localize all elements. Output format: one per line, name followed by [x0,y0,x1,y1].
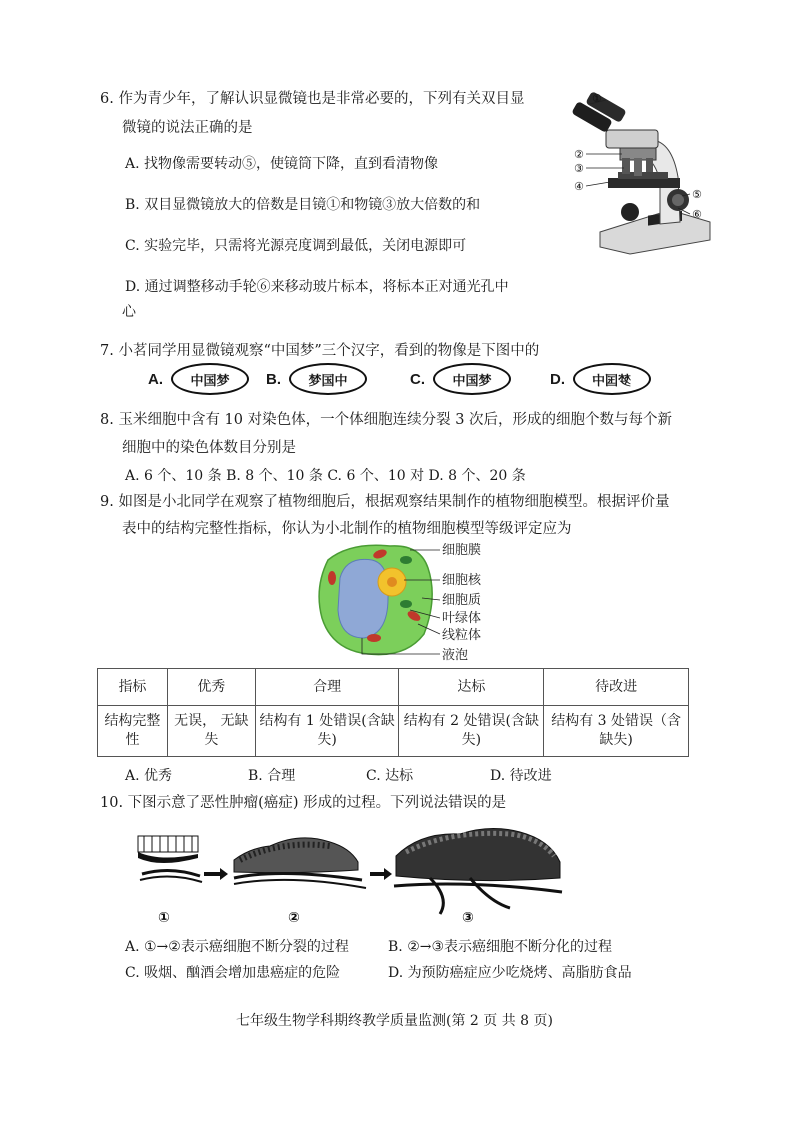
q10-option-d: D. 为预防癌症应少吃烧烤、高脂肪食品 [388,965,632,981]
q10-stem: 10. 下图示意了恶性肿瘤(癌症) 形成的过程。下列说法错误的是 [100,795,507,811]
q9-stem-line1: 9. 如图是小北同学在观察了植物细胞后，根据观察结果制作的植物细胞模型。根据评价量 [100,494,670,510]
q7-option-d [550,363,651,395]
plant-cell-model [310,538,510,666]
q7-stem: 7. 小茗同学用显微镜观察“中国梦”三个汉字，看到的物像是下图中的 [100,343,540,359]
stage-label-1: ① [158,910,170,926]
q8-stem-line2: 细胞中的染色体数目分别是 [122,440,296,456]
q7-option-c-letter: C. [410,370,425,388]
q7-option-d-text: 梦国中 [592,373,632,389]
q8-stem-line1: 8. 玉米细胞中含有 10 对染色体，一个体细胞连续分裂 3 次后，形成的细胞个数与每个新 [100,412,673,428]
q10-option-b: B. ②→③表示癌细胞不断分化的过程 [388,939,613,955]
q10-option-a: A. ①→②表示癌细胞不断分裂的过程 [125,939,349,955]
stage-3-tissue [394,828,562,914]
q7-option-c [410,363,511,395]
q7-option-d-oval [573,363,651,395]
table-header-cell: 合理 [255,669,399,706]
table-cell: 结构有 1 处错误(含缺失) [255,706,399,757]
stage-label-3: ③ [462,910,474,926]
q6-option-d-line1: D. 通过调整移动手轮⑥来移动玻片标本，将标本正对通光孔中 [125,279,509,295]
q6-option-d-line2: 心 [122,304,136,320]
q7-option-b-letter: B. [266,370,281,388]
evaluation-table [97,668,689,757]
q9-option-b: B. 合理 [248,768,296,784]
stage-label-2: ② [288,910,300,926]
table-header-row [98,669,689,706]
label-1: ① [592,92,602,105]
q6-option-a: A. 找物像需要转动⑤，使镜筒下降，直到看清物像 [125,156,439,172]
q6-stem-line2: 微镜的说法正确的是 [122,120,253,136]
label-6: ⑥ [692,208,702,221]
label-3: ③ [574,162,584,175]
cell-label-membrane: 细胞膜 [442,543,482,558]
table-header-cell: 指标 [98,669,168,706]
cell-label-vacuole: 液泡 [442,648,469,663]
label-5: ⑤ [692,188,702,201]
microscope-illustration [560,82,720,262]
table-cell: 结构有 3 处错误（含缺失) [544,706,689,757]
table-header-cell: 待改进 [544,669,689,706]
q7-option-a-letter: A. [148,370,163,388]
q9-option-d: D. 待改进 [490,768,552,784]
q7-option-c-oval [433,363,511,395]
q10-option-c: C. 吸烟、酗酒会增加患癌症的危险 [125,965,341,981]
cell-label-chloroplast: 叶绿体 [442,611,482,626]
q7-option-d-letter: D. [550,370,565,388]
q9-stem-line2: 表中的结构完整性指标，你认为小北制作的植物细胞模型等级评定应为 [122,521,572,537]
cell-label-mitochondria: 线粒体 [442,628,482,643]
table-header-cell: 优秀 [167,669,255,706]
table-row [98,706,689,757]
cell-label-nucleus: 细胞核 [442,573,482,588]
q8-options: A. 6 个、10 条 B. 8 个、10 条 C. 6 个、10 对 D. 8 个、20 条 [125,468,526,484]
page-footer: 七年级生物学科期终教学质量监测(第 2 页 共 8 页) [236,1013,553,1029]
q9-option-c: C. 达标 [366,768,414,784]
table-cell: 结构完整性 [98,706,168,757]
q7-option-a [148,363,249,395]
q7-option-b [266,363,367,395]
table-header-cell: 达标 [399,669,544,706]
stage-1-tissue [138,836,202,882]
table-cell: 结构有 2 处错误(含缺失) [399,706,544,757]
q7-option-a-oval: 中国梦 [171,363,249,395]
label-2: ② [574,148,584,161]
cancer-formation-diagram [130,822,570,932]
q7-option-b-oval: 梦国中 [289,363,367,395]
q6-stem-line1: 6. 作为青少年，了解认识显微镜也是非常必要的，下列有关双目显 [100,91,525,107]
cell-label-cytoplasm: 细胞质 [442,593,482,608]
q7-option-c-text: 中国梦 [452,373,492,389]
q9-option-a: A. 优秀 [125,768,173,784]
q6-option-b: B. 双目显微镜放大的倍数是目镜①和物镜③放大倍数的和 [125,197,481,213]
table-cell: 无误， 无缺失 [167,706,255,757]
q6-option-c: C. 实验完毕，只需将光源亮度调到最低，关闭电源即可 [125,238,467,254]
stage-2-tissue [234,838,366,888]
label-4: ④ [574,180,584,193]
